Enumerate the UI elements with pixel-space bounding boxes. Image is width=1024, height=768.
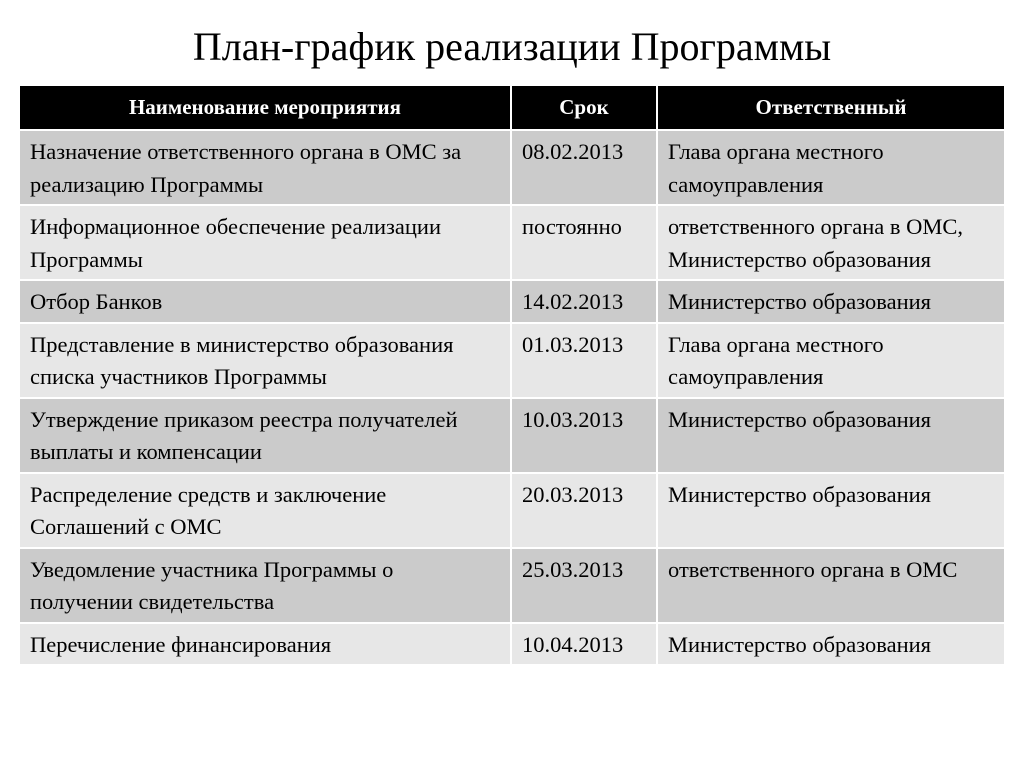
page-title: План-график реализации Программы [192,24,832,69]
table-body [20,130,1004,664]
activity-cell: Распределение средств и заключение Соглашений с ОМС [20,473,511,548]
table-row [20,323,1004,398]
activity-cell: Отбор Банков [20,280,511,323]
responsible-cell: Министерство образования [657,280,1004,323]
responsible-cell: Министерство образования [657,398,1004,473]
table-row [20,280,1004,323]
header-deadline: Срок [511,86,657,130]
table-row [20,623,1004,665]
deadline-cell: 08.02.2013 [511,130,657,205]
activity-cell: Утверждение приказом реестра получателей выплаты и компенсации [20,398,511,473]
responsible-cell: Глава органа местного самоуправления [657,130,1004,205]
deadline-cell: 01.03.2013 [511,323,657,398]
responsible-cell: ответственного органа в ОМС [657,548,1004,623]
deadline-cell: 10.03.2013 [511,398,657,473]
header-activity: Наименование мероприятия [20,86,511,130]
table-header [20,86,1004,130]
header-responsible: Ответственный [657,86,1004,130]
schedule-table [20,86,1004,664]
activity-cell: Представление в министерство образования списка участников Программы [20,323,511,398]
table-row [20,548,1004,623]
responsible-cell: ответственного органа в ОМС, Министерство образования [657,205,1004,280]
deadline-cell: 25.03.2013 [511,548,657,623]
activity-cell: Уведомление участника Программы о получении свидетельства [20,548,511,623]
table-row [20,473,1004,548]
table-row [20,130,1004,205]
deadline-cell: 14.02.2013 [511,280,657,323]
activity-cell: Назначение ответственного органа в ОМС за реализацию Программы [20,130,511,205]
responsible-cell: Глава органа местного самоуправления [657,323,1004,398]
deadline-cell: 20.03.2013 [511,473,657,548]
activity-cell: Информационное обеспечение реализации Программы [20,205,511,280]
table-row [20,205,1004,280]
responsible-cell: Министерство образования [657,623,1004,665]
responsible-cell: Министерство образования [657,473,1004,548]
activity-cell: Перечисление финансирования [20,623,511,665]
deadline-cell: 10.04.2013 [511,623,657,665]
table-row [20,398,1004,473]
deadline-cell: постоянно [511,205,657,280]
header-row [20,86,1004,130]
